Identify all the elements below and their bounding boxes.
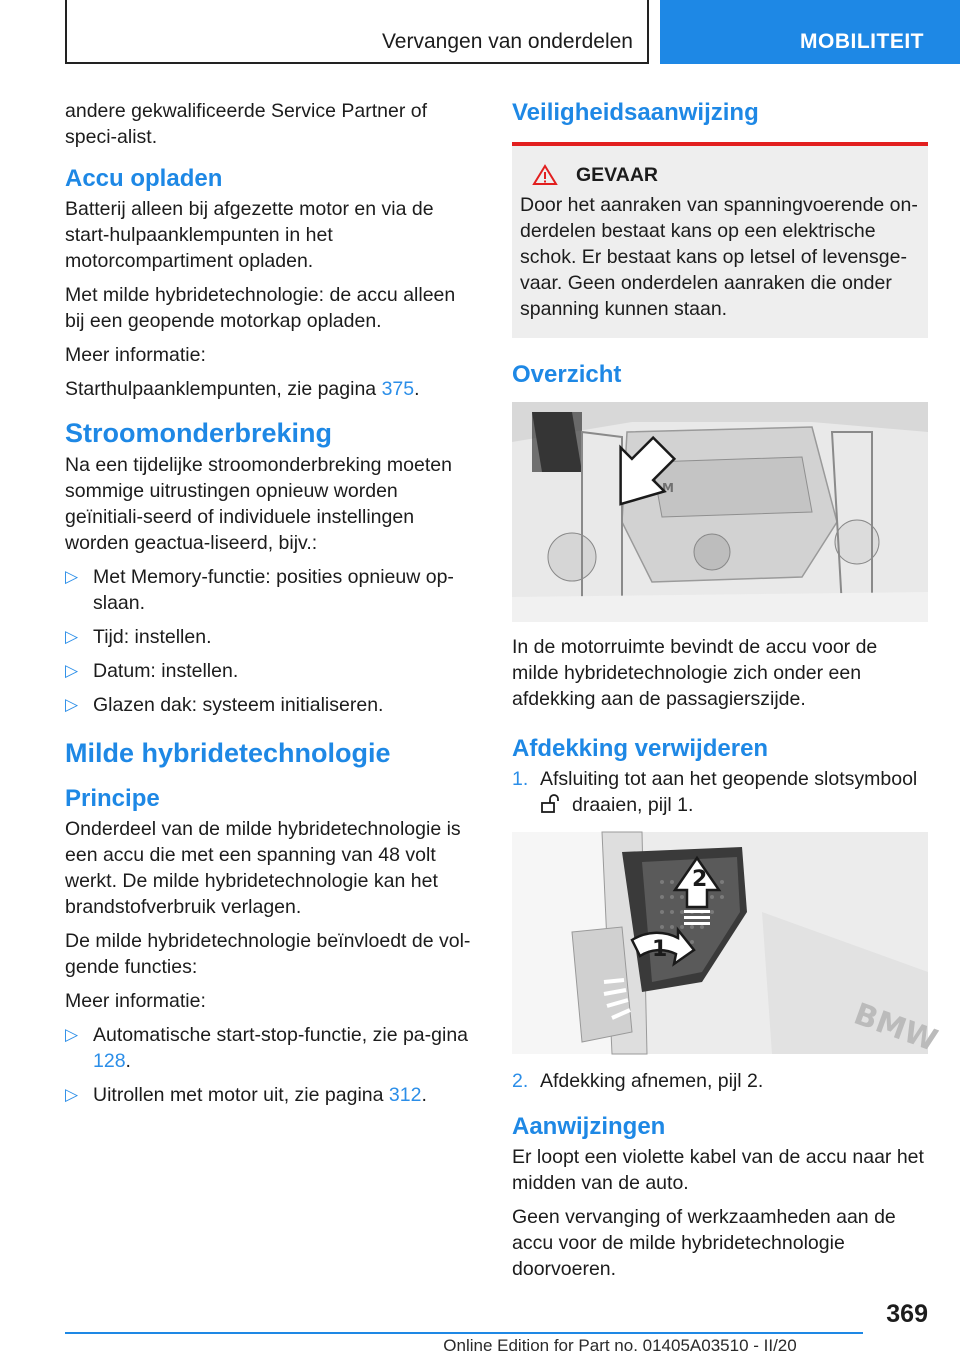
heading-milde-hybridetechnologie: Milde hybridetechnologie	[65, 738, 391, 768]
accu-opladen-p1: Batterij alleen bij afgezette motor en via de start-hulpaanklempunten in het motorcompartiment opladen.	[65, 198, 434, 272]
heading-stroomonderbreking: Stroomonderbreking	[65, 418, 333, 448]
intro-text: andere gekwalificeerde Service Partner of speci-alist.	[65, 100, 428, 148]
list-item: ▷ Glazen dak: systeem initialiseren.	[65, 694, 384, 716]
accu-opladen-p4: Starthulpaanklempunten, zie pagina 375.	[65, 378, 420, 400]
figure-label-2: 2	[692, 867, 708, 892]
bullet-icon: ▷	[65, 661, 79, 680]
footer-divider	[65, 1332, 863, 1334]
heading-overzicht: Overzicht	[512, 361, 622, 388]
page-link-375[interactable]: 375	[381, 378, 415, 400]
accu-opladen-p2: Met milde hybridetechnologie: de accu alleen bij een geopende motorkap opladen.	[65, 284, 456, 332]
header-section-box	[65, 0, 649, 64]
stroom-p1: Na een tijdelijke stroomonderbreking moeten sommige uitrustingen opnieuw worden geïnitiali-seerd of individuele instellingen worden geactua-liseerd, bijv.:	[65, 454, 452, 554]
aanwijzingen-p2: Geen vervanging of werkzaamheden aan de accu voor de milde hybridetechnologie doorvoeren.	[512, 1206, 896, 1280]
bullet-icon: ▷	[65, 627, 79, 646]
left-column	[65, 98, 477, 1116]
footer-edition: Online Edition for Part no. 01405A03510 - II/20	[443, 1336, 797, 1355]
list-item: ▷ Automatische start-stop-functie, zie pa-gina 128.	[65, 1024, 469, 1072]
bullet-icon: ▷	[65, 567, 79, 586]
accu-opladen-p3: Meer informatie:	[65, 344, 206, 366]
danger-text: Door het aanraken van spanningvoerende on-derdelen bestaat kans op een elektrische schok. Er bestaat kans op letsel of levensge-vaar. Geen onderdelen aanraken die onder spanning kunnen staan.	[520, 194, 918, 320]
heading-afdekking-verwijderen: Afdekking verwijderen	[512, 735, 769, 762]
heading-principe: Principe	[65, 785, 160, 812]
battery-cover-figure	[512, 832, 942, 1059]
chapter-tab-label: MOBILITEIT	[800, 30, 924, 53]
bullet-icon: ▷	[65, 1025, 79, 1044]
danger-box	[512, 142, 928, 338]
figure-label-1: 1	[652, 937, 668, 962]
right-column	[512, 98, 942, 1290]
list-item: ▷ Datum: instellen.	[65, 660, 239, 682]
warning-triangle-icon	[532, 164, 558, 186]
overzicht-caption: In de motorruimte bevindt de accu voor de milde hybridetechnologie zich onder een afdekking aan de passagierszijde.	[512, 636, 878, 710]
step-1: 1. Afsluiting tot aan het geopende slotsymbool draaien, pijl 1.	[512, 768, 918, 816]
step-2: 2. Afdekking afnemen, pijl 2.	[512, 1070, 764, 1092]
section-title: Vervangen van onderdelen	[381, 30, 633, 53]
list-item: ▷ Uitrollen met motor uit, zie pagina 312.	[65, 1084, 427, 1106]
aanwijzingen-p1: Er loopt een violette kabel van de accu naar het midden van de auto.	[512, 1146, 924, 1194]
page-link-128[interactable]: 128	[93, 1050, 126, 1072]
chapter-tab[interactable]	[660, 0, 960, 64]
list-item: ▷ Tijd: instellen.	[65, 626, 212, 648]
milde-p2: De milde hybridetechnologie beïnvloedt de vol-gende functies:	[65, 930, 471, 978]
bullet-icon: ▷	[65, 1085, 79, 1104]
milde-p1: Onderdeel van de milde hybridetechnologie is een accu die met een spanning van 48 volt werkt. De milde hybridetechnologie kan het brandstofverbruik verlagen.	[65, 818, 461, 918]
open-lock-icon	[540, 794, 564, 814]
page-number: 369	[886, 1300, 928, 1328]
bullet-icon: ▷	[65, 695, 79, 714]
milde-p3: Meer informatie:	[65, 990, 206, 1012]
heading-aanwijzingen: Aanwijzingen	[512, 1113, 666, 1140]
svg-text:M: M	[662, 481, 674, 495]
engine-bay-figure	[512, 402, 928, 622]
list-item: ▷ Met Memory-functie: posities opnieuw op-slaan.	[65, 566, 454, 614]
heading-accu-opladen: Accu opladen	[65, 165, 223, 192]
page-link-312[interactable]: 312	[388, 1084, 422, 1106]
heading-veiligheidsaanwijzing: Veiligheidsaanwijzing	[512, 99, 759, 126]
svg-text:BMW: BMW	[849, 996, 942, 1059]
danger-title: GEVAAR	[520, 162, 920, 188]
